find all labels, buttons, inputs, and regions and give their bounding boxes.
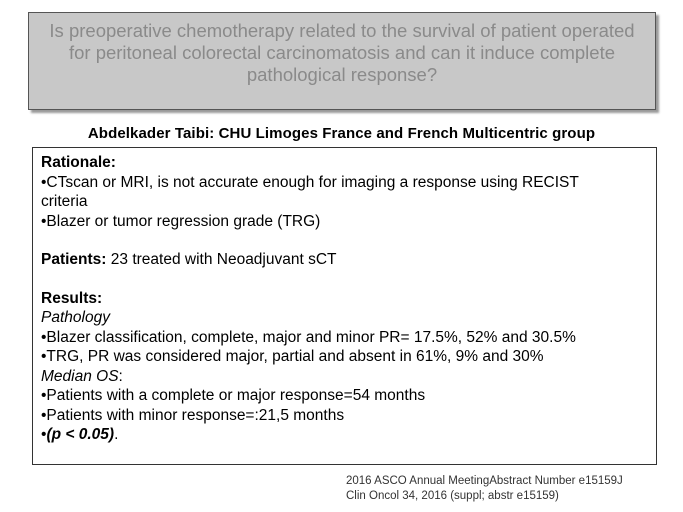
os-bullet-2: •Patients with minor response=:21,5 months <box>41 406 345 424</box>
results-heading: Results: <box>41 289 103 307</box>
content-box <box>32 147 657 465</box>
spacer <box>41 270 648 289</box>
pathology-bullet-2: •TRG, PR was considered major, partial and absent in 61%, 9% and 30% <box>41 348 544 365</box>
p-bullet: • <box>41 426 47 443</box>
rationale-bullet-1-line-2: criteria <box>41 193 88 210</box>
median-os-colon: : <box>118 367 123 385</box>
rationale-bullet-1-line-1: •CTscan or MRI, is not accurate enough for imaging a response using RECIST <box>41 173 579 191</box>
patients-text: 23 treated with Neoadjuvant sCT <box>106 251 337 268</box>
rationale-bullet-2: •Blazer or tumor regression grade (TRG) <box>41 212 321 230</box>
median-os-label: Median OS <box>41 367 119 385</box>
citation-line-1: 2016 ASCO Annual MeetingAbstract Number e15159J <box>346 475 623 487</box>
rationale-heading: Rationale: <box>41 154 116 171</box>
title-line-2: for peritoneal colorectal carcinomatosis and can it induce complete <box>68 42 616 63</box>
pathology-label: Pathology <box>41 309 110 326</box>
os-bullet-1: •Patients with a complete or major response=54 months <box>41 387 426 404</box>
slide-title <box>49 20 634 86</box>
patients-line <box>41 250 648 270</box>
patients-heading: Patients: <box>41 251 107 268</box>
title-box <box>28 12 656 110</box>
p-end: . <box>114 426 119 443</box>
citation-footer <box>346 474 623 504</box>
median-os-line <box>41 367 648 387</box>
author-line: Abdelkader Taibi: CHU Limoges France and French Multicentric group <box>87 125 596 142</box>
spacer <box>41 231 648 250</box>
pathology-bullet-1: •Blazer classification, complete, major and minor PR= 17.5%, 52% and 30.5% <box>41 328 576 346</box>
citation-line-2: Clin Oncol 34, 2016 (suppl; abstr e15159) <box>346 490 559 502</box>
title-line-3: pathological response? <box>246 64 438 85</box>
p-value: (p < 0.05) <box>46 426 115 443</box>
title-line-1: Is preoperative chemotherapy related to the survival of patient operated <box>49 20 635 41</box>
p-value-line <box>41 425 648 445</box>
